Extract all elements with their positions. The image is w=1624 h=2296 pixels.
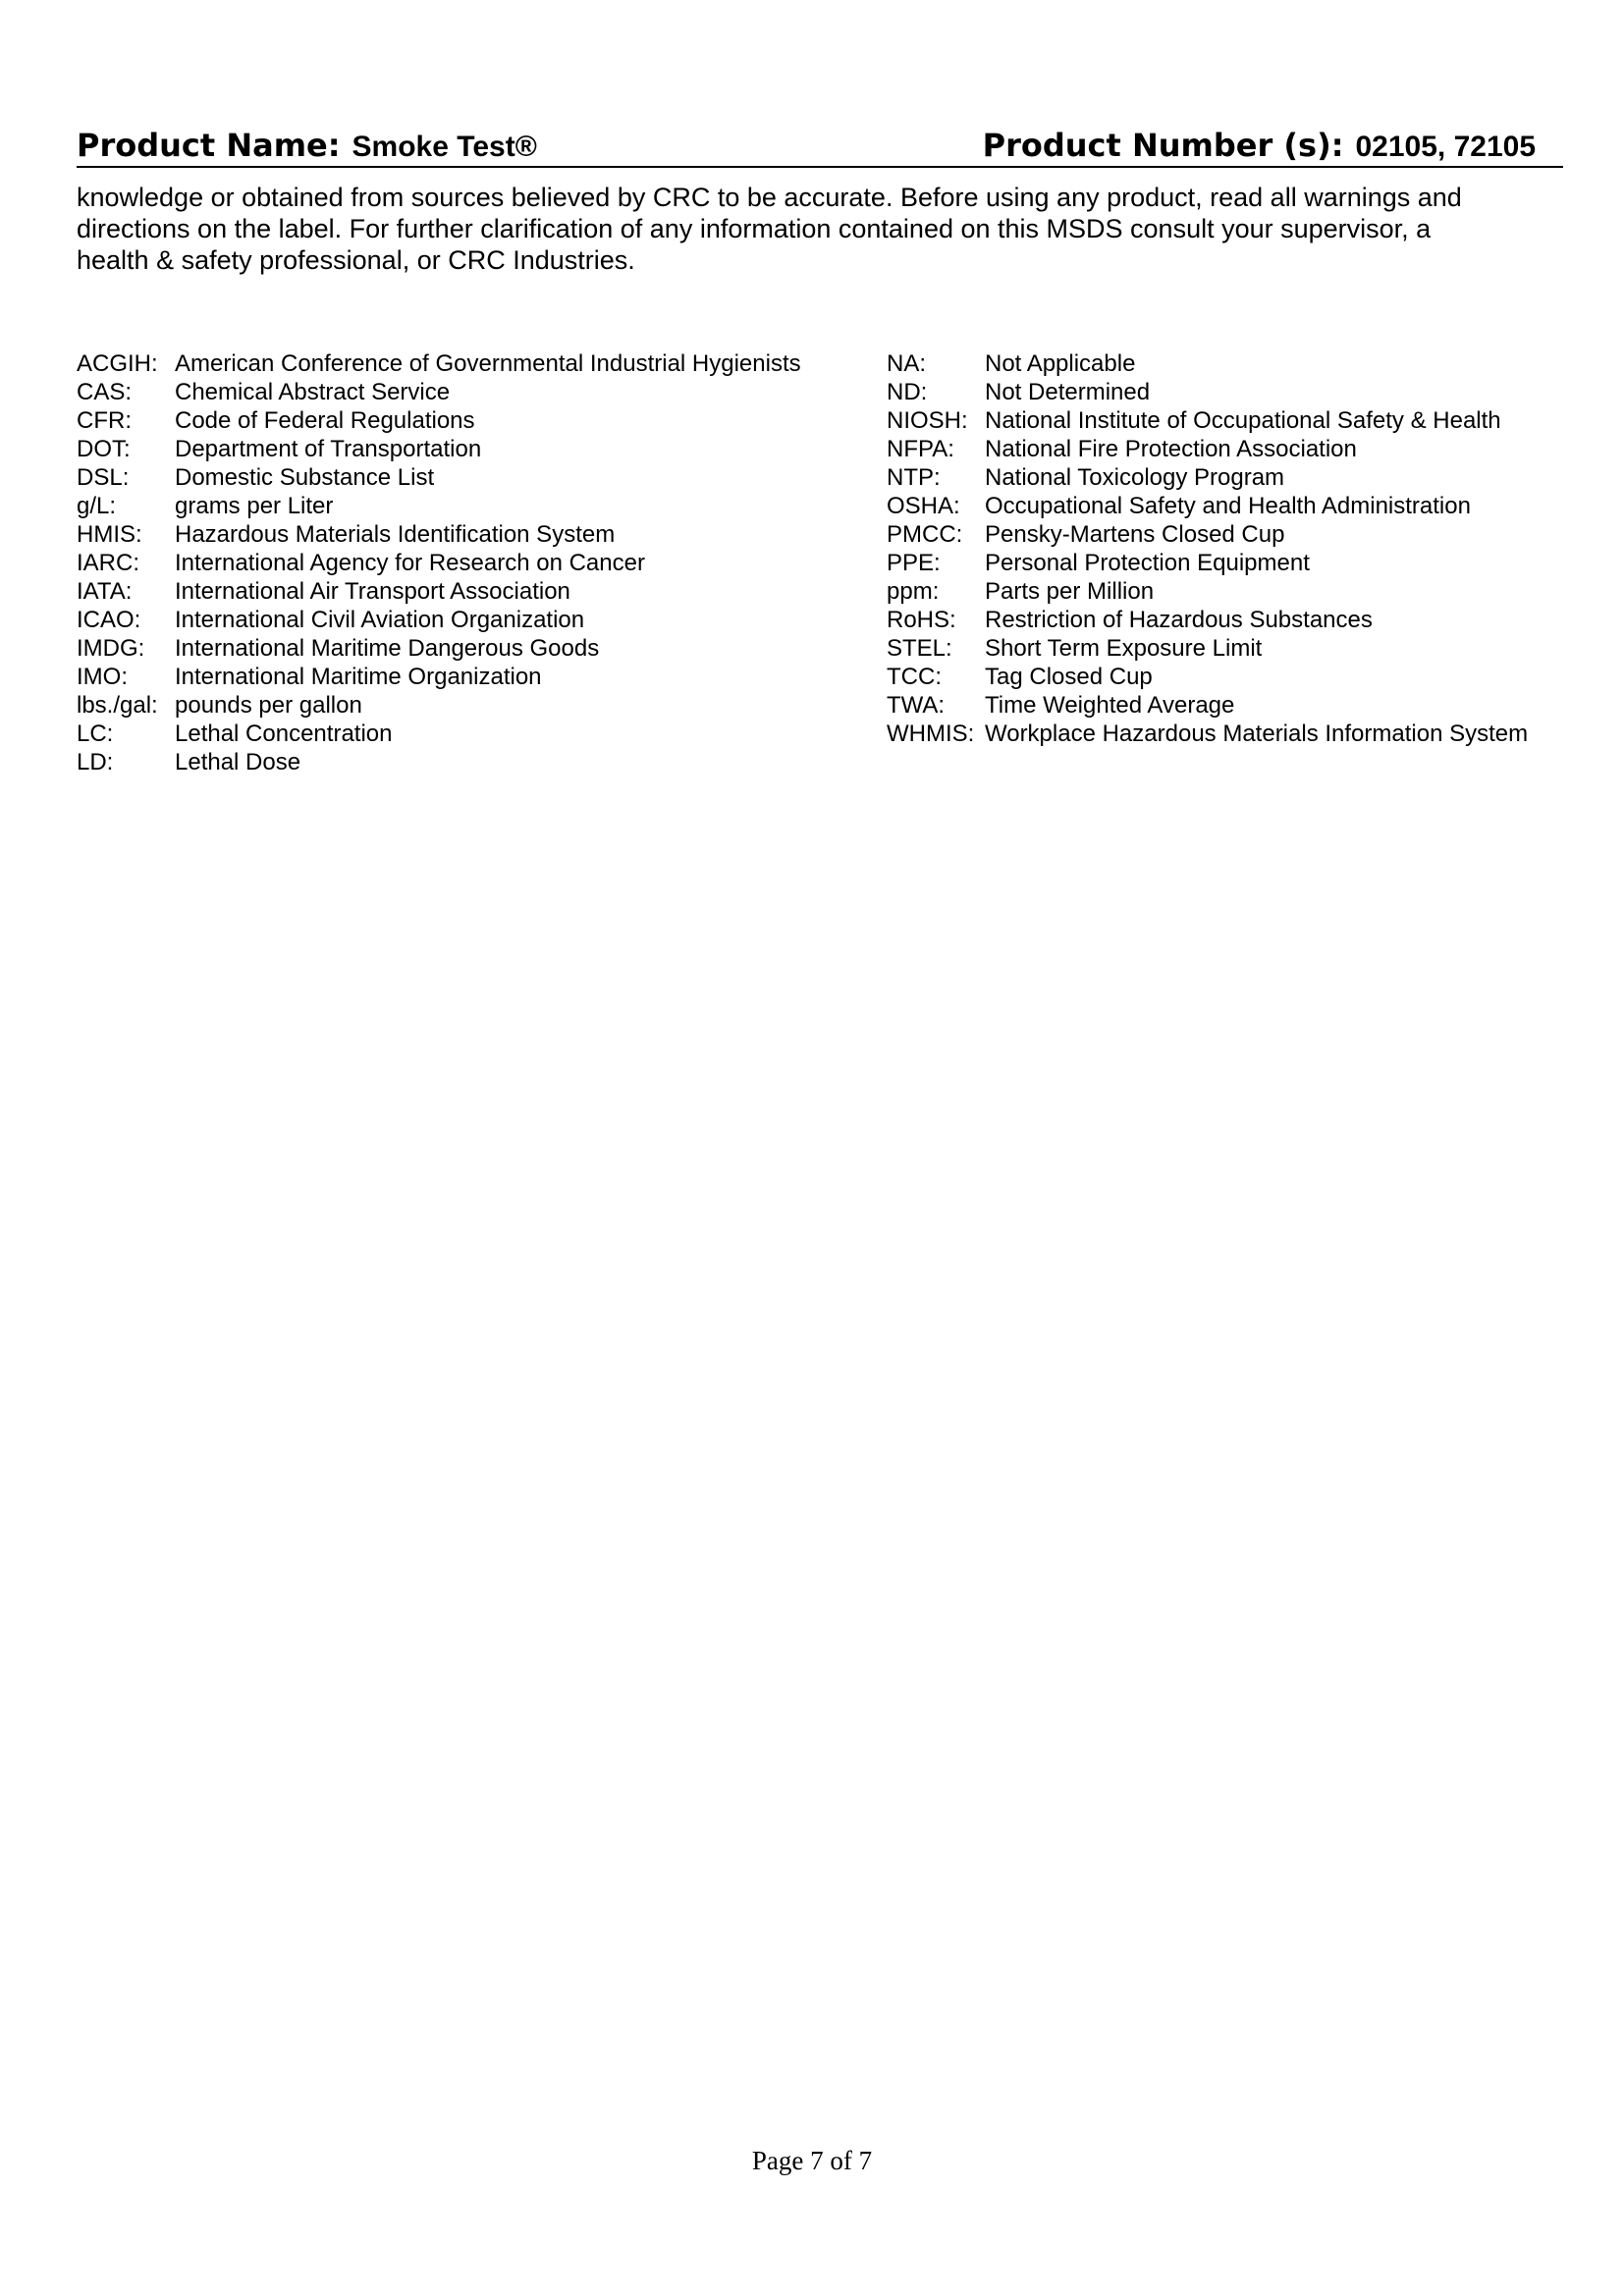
abbreviation-row	[77, 492, 862, 520]
abbreviation-term: lbs./gal:	[77, 692, 158, 719]
abbreviation-definition: Workplace Hazardous Materials Information System	[985, 721, 1529, 747]
intro-line: directions on the label. For further clarification of any information contained on this MSDS consult your supervisor, a	[77, 214, 1432, 243]
abbreviation-term: DOT:	[77, 436, 131, 462]
intro-line: knowledge or obtained from sources believed by CRC to be accurate. Before using any product, read all warnings and	[77, 183, 1462, 212]
abbreviation-term: IARC:	[77, 550, 140, 576]
abbreviation-term: NFPA:	[887, 436, 954, 462]
abbreviation-definition: International Agency for Research on Cancer	[175, 550, 645, 576]
abbreviation-definition: Code of Federal Regulations	[175, 407, 475, 434]
abbreviation-term: RoHS:	[887, 607, 956, 633]
abbreviation-definition: International Civil Aviation Organization	[175, 607, 585, 633]
abbreviation-term: WHMIS:	[887, 721, 975, 747]
product-number	[983, 127, 1536, 164]
abbreviation-term: DSL:	[77, 464, 130, 491]
abbreviation-definition: Chemical Abstract Service	[175, 379, 451, 405]
page-header	[77, 123, 1563, 168]
abbreviation-definition: Hazardous Materials Identification System	[175, 521, 616, 548]
abbreviation-term: STEL:	[887, 635, 952, 662]
abbreviation-row	[77, 549, 862, 577]
abbreviation-definition: International Maritime Dangerous Goods	[175, 635, 600, 662]
abbreviation-row	[887, 349, 1574, 378]
abbreviation-term: ICAO:	[77, 607, 141, 633]
abbreviation-term: NA:	[887, 350, 927, 377]
abbreviation-definition: Department of Transportation	[175, 436, 482, 462]
abbreviation-term: NTP:	[887, 464, 941, 491]
abbreviation-term: g/L:	[77, 493, 117, 519]
abbreviation-definition: Restriction of Hazardous Substances	[985, 607, 1373, 633]
abbreviation-row	[77, 520, 862, 549]
abbreviation-row	[77, 378, 862, 406]
product-number-label: Product Number (s):	[982, 127, 1344, 164]
abbreviation-definition: Domestic Substance List	[175, 464, 435, 491]
abbreviation-term: CAS:	[77, 379, 133, 405]
abbreviation-term: TWA:	[887, 692, 946, 719]
abbreviation-row	[887, 492, 1574, 520]
intro-paragraph	[77, 182, 1549, 276]
abbreviation-row	[887, 691, 1574, 720]
abbreviation-row	[887, 634, 1574, 663]
abbreviation-definition: grams per Liter	[175, 493, 334, 519]
abbreviation-definition: International Maritime Organization	[175, 664, 542, 690]
abbreviation-term: ACGIH:	[77, 350, 158, 377]
abbreviation-row	[77, 349, 862, 378]
abbreviation-row	[77, 463, 862, 492]
abbreviation-term: PMCC:	[887, 521, 963, 548]
abbreviations-right-column	[887, 349, 1574, 748]
abbreviation-definition: Tag Closed Cup	[985, 664, 1153, 690]
abbreviation-term: TCC:	[887, 664, 942, 690]
abbreviation-definition: Lethal Concentration	[175, 721, 393, 747]
abbreviation-term: ND:	[887, 379, 928, 405]
abbreviation-term: OSHA:	[887, 493, 960, 519]
abbreviation-row	[77, 663, 862, 691]
abbreviation-term: IMO:	[77, 664, 128, 690]
abbreviation-definition: Pensky-Martens Closed Cup	[985, 521, 1285, 548]
abbreviation-term: IATA:	[77, 578, 133, 605]
abbreviation-definition: Lethal Dose	[175, 749, 301, 775]
abbreviation-row	[77, 634, 862, 663]
abbreviation-row	[77, 748, 862, 776]
abbreviation-term: ppm:	[887, 578, 940, 605]
abbreviation-term: HMIS:	[77, 521, 142, 548]
abbreviation-definition: National Fire Protection Association	[985, 436, 1357, 462]
abbreviation-term: PPE:	[887, 550, 941, 576]
abbreviations-left-column	[77, 349, 862, 776]
abbreviation-row	[77, 435, 862, 463]
product-name	[77, 127, 537, 164]
abbreviation-row	[887, 549, 1574, 577]
abbreviation-row	[77, 720, 862, 748]
abbreviation-row	[887, 378, 1574, 406]
abbreviation-definition: Time Weighted Average	[985, 692, 1235, 719]
abbreviation-row	[887, 520, 1574, 549]
page-number: Page 7 of 7	[751, 2146, 873, 2175]
abbreviation-definition: Occupational Safety and Health Administration	[985, 493, 1471, 519]
abbreviation-definition: pounds per gallon	[175, 692, 362, 719]
abbreviation-row	[77, 577, 862, 606]
abbreviation-row	[887, 577, 1574, 606]
abbreviation-row	[77, 691, 862, 720]
abbreviation-definition: International Air Transport Association	[175, 578, 570, 605]
abbreviation-definition: Personal Protection Equipment	[985, 550, 1310, 576]
product-name-value: Smoke Test®	[352, 131, 537, 163]
abbreviation-row	[887, 663, 1574, 691]
abbreviation-definition: Parts per Million	[985, 578, 1155, 605]
abbreviation-definition: American Conference of Governmental Industrial Hygienists	[175, 350, 801, 377]
abbreviation-term: CFR:	[77, 407, 132, 434]
abbreviation-row	[887, 435, 1574, 463]
product-number-value: 02105, 72105	[1355, 131, 1536, 163]
abbreviation-term: LC:	[77, 721, 114, 747]
product-name-label: Product Name:	[77, 127, 341, 164]
abbreviation-row	[887, 463, 1574, 492]
abbreviation-term: IMDG:	[77, 635, 145, 662]
abbreviation-row	[887, 606, 1574, 634]
abbreviation-definition: National Institute of Occupational Safety & Health	[985, 407, 1501, 434]
abbreviation-row	[77, 606, 862, 634]
abbreviation-definition: Not Applicable	[985, 350, 1136, 377]
abbreviation-term: LD:	[77, 749, 114, 775]
abbreviation-row	[887, 720, 1574, 748]
abbreviation-definition: Short Term Exposure Limit	[985, 635, 1263, 662]
abbreviation-definition: National Toxicology Program	[985, 464, 1285, 491]
intro-line: health & safety professional, or CRC Industries.	[77, 245, 635, 275]
abbreviation-row	[77, 406, 862, 435]
abbreviation-term: NIOSH:	[887, 407, 968, 434]
abbreviation-definition: Not Determined	[985, 379, 1151, 405]
abbreviation-row	[887, 406, 1574, 435]
